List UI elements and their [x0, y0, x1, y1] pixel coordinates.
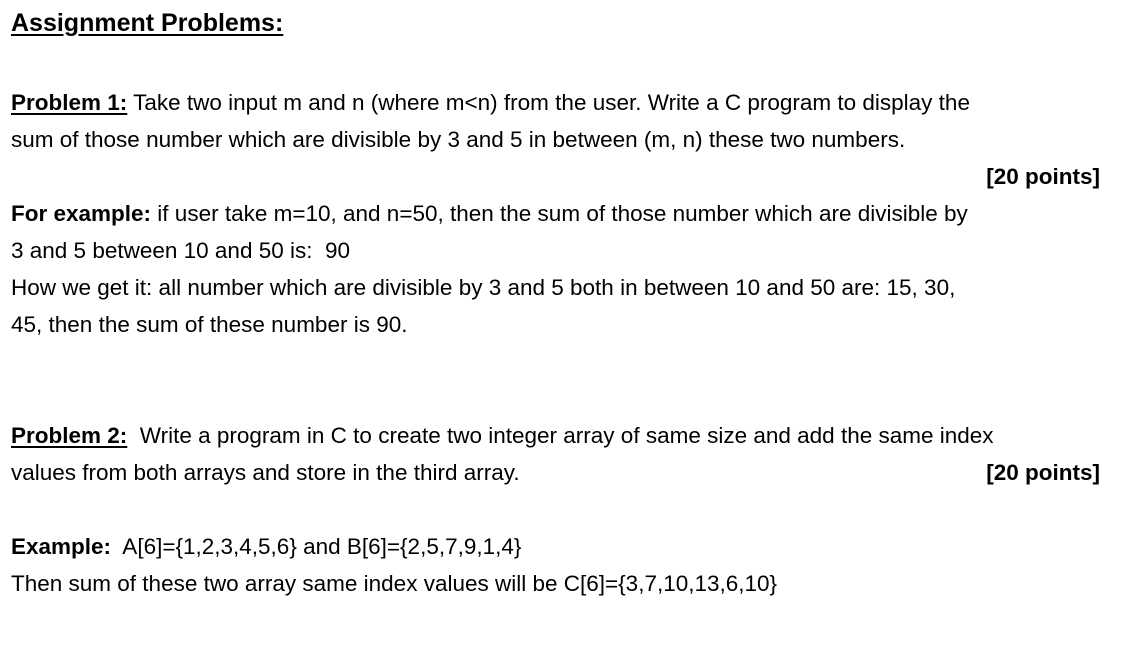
problem2-points: [20 points] [986, 460, 1100, 485]
problem1-example-line2: 3 and 5 between 10 and 50 is: 90 [11, 238, 351, 263]
problem1-example-label: For example: [11, 201, 152, 226]
problem1-label: Problem 1: [11, 90, 128, 115]
page-title: Assignment Problems: [11, 9, 284, 37]
problem2-line2: values from both arrays and store in the third array. [11, 460, 520, 485]
problem1-points: [20 points] [986, 164, 1100, 189]
problem1-example-line1 [11, 199, 968, 229]
problem1-how-line2: 45, then the sum of these number is 90. [11, 312, 408, 337]
problem2-text1: Write a program in C to create two integer array of same size and add the same index [127, 423, 994, 448]
problem2-line1 [11, 421, 994, 451]
problem2-example-text1: A[6]={1,2,3,4,5,6} and B[6]={2,5,7,9,1,4} [111, 534, 522, 559]
problem1-example-text1: if user take m=10, and n=50, then the sum of those number which are divisible by [151, 201, 968, 226]
problem1-text1: Take two input m and n (where m<n) from the user. Write a C program to display the [127, 90, 970, 115]
problem2-example-line2: Then sum of these two array same index values will be C[6]={3,7,10,13,6,10} [11, 571, 778, 596]
problem2-example-line1 [11, 532, 521, 562]
problem2-label: Problem 2: [11, 423, 128, 448]
problem1-how-line1: How we get it: all number which are divisible by 3 and 5 both in between 10 and 50 are: 15, 30, [11, 275, 956, 300]
problem2-example-label: Example: [11, 534, 112, 559]
problem1-line1 [11, 88, 970, 118]
problem1-line2: sum of those number which are divisible by 3 and 5 in between (m, n) these two numbers. [11, 127, 906, 152]
